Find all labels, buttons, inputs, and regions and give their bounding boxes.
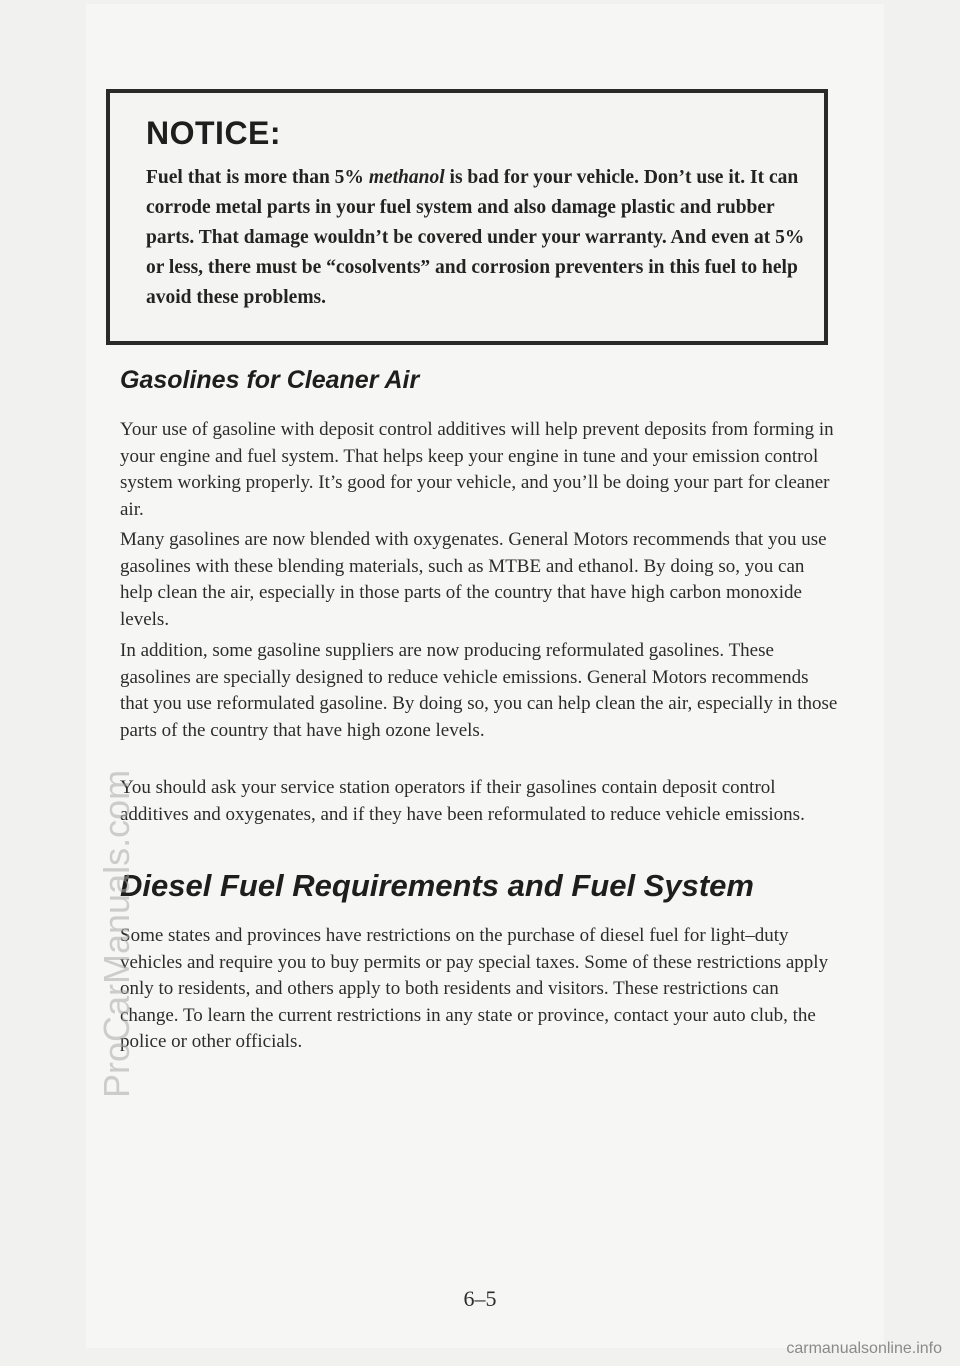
notice-box <box>106 89 828 345</box>
watermark-bottom: carmanualsonline.info <box>786 1340 942 1357</box>
watermark-side: ProCarManuals.com <box>96 769 137 1098</box>
paragraph-diesel-restrictions: Some states and provinces have restrictions on the purchase of diesel fuel for light–duty vehicles and require you to buy permits or pay special taxes. Some of these restrictions apply only to residents, and others apply to both residents and visitors. These restrictions can change. To learn the current restrictions in any state or province, contact your auto club, the police or other officials. <box>120 925 829 1052</box>
paragraph-oxygenates: Many gasolines are now blended with oxygenates. General Motors recommends that you use gasolines with these blending materials, such as MTBE and ethanol. By doing so, you can help clean the air, especially in those parts of the country that have high carbon monoxide levels. <box>120 529 827 630</box>
heading-gasolines-cleaner-air: Gasolines for Cleaner Air <box>120 366 420 394</box>
notice-body-start: Fuel that is more than 5% <box>146 167 369 188</box>
page-number: 6–5 <box>463 1286 497 1311</box>
paragraph-reformulated: In addition, some gasoline suppliers are now producing reformulated gasolines. These gasolines are specially designed to reduce vehicle emissions. General Motors recommends that you use reformulated gasoline. By doing so, you can help clean the air, especially in those parts of the country that have high ozone levels. <box>120 640 838 741</box>
notice-body-rest: is bad for your vehicle. Don’t use it. It can corrode metal parts in your fuel system and also damage plastic and rubber parts. That damage wouldn’t be covered under your warranty. And even at 5% or less, there must be “cosolvents” and corrosion preventers in this fuel to help avoid these problems. <box>146 167 805 308</box>
paragraph-ask-operators: You should ask your service station operators if their gasolines contain deposit control additives and oxygenates, and if they have been reformulated to reduce vehicle emissions. <box>120 777 805 825</box>
heading-diesel-fuel: Diesel Fuel Requirements and Fuel System <box>120 868 754 903</box>
notice-title: NOTICE: <box>146 115 282 151</box>
notice-body <box>146 163 806 313</box>
notice-body-methanol: methanol <box>368 167 445 188</box>
paragraph-deposit-control: Your use of gasoline with deposit control additives will help prevent deposits from forming in your engine and fuel system. That helps keep your engine in tune and your emission control system working properly. It’s good for your vehicle, and you’ll be doing your part for cleaner air. <box>120 419 834 520</box>
